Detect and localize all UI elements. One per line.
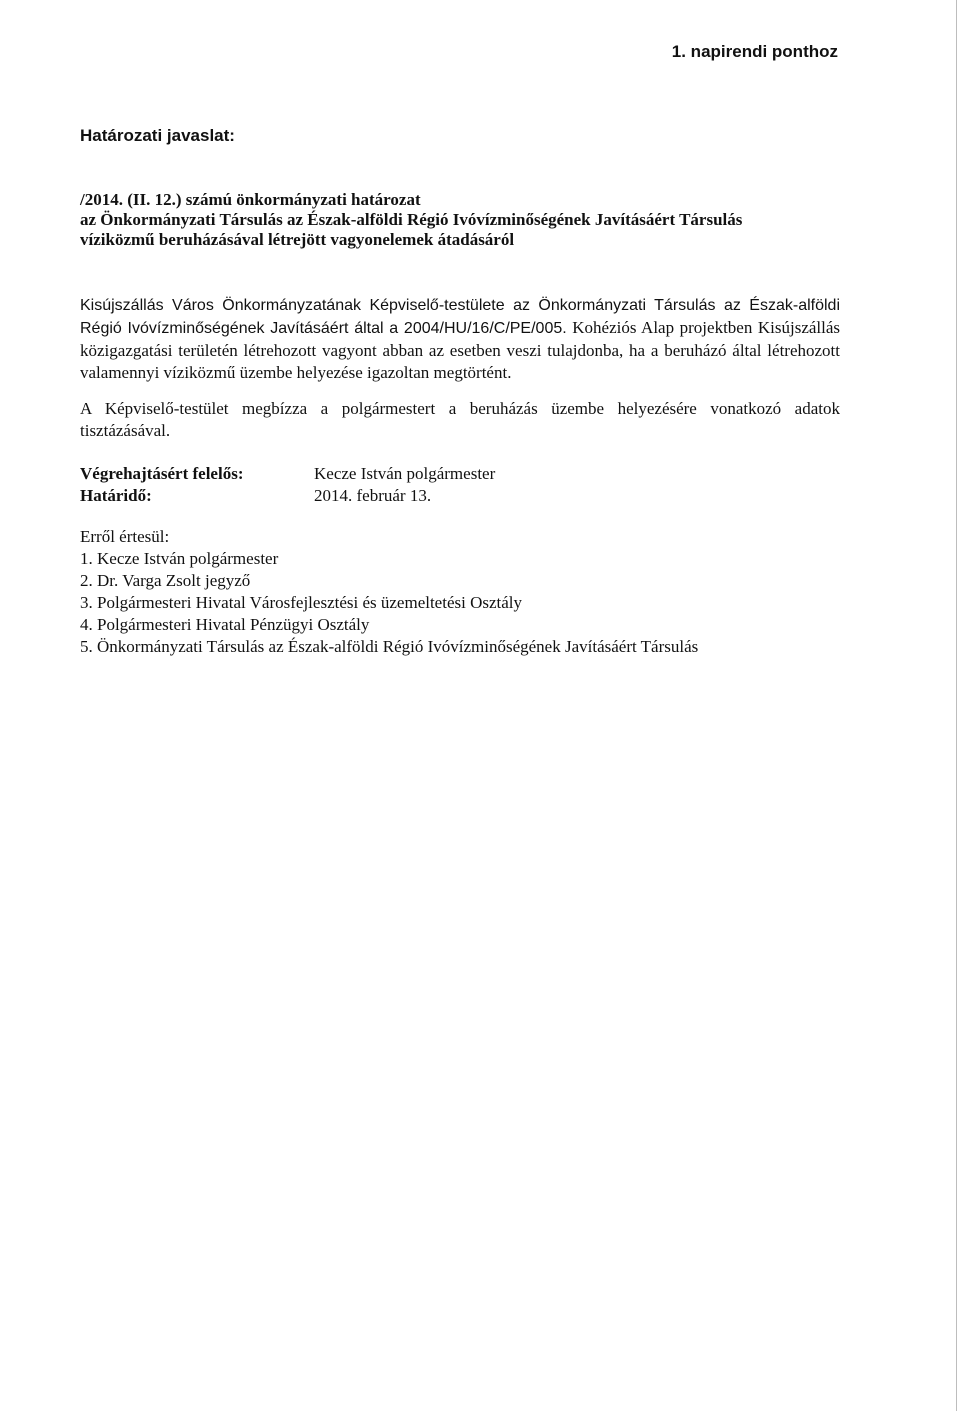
notification-item-2: 2. Dr. Varga Zsolt jegyző — [80, 571, 251, 590]
notification-heading: Erről értesül: — [80, 527, 170, 546]
deadline-value: 2014. február 13. — [314, 486, 432, 505]
notification-item-5: 5. Önkormányzati Társulás az Észak-alföldi Régió Ivóvízminőségének Javításáért Társulás — [80, 637, 699, 656]
resolution-number-line: /2014. (II. 12.) számú önkormányzati határozat — [80, 190, 421, 209]
notification-item-4: 4. Polgármesteri Hivatal Pénzügyi Osztály — [80, 615, 370, 634]
responsibility-block — [80, 463, 495, 507]
responsible-value: Kecze István polgármester — [314, 464, 496, 483]
scan-edge-line — [956, 0, 957, 1411]
deadline-row — [80, 485, 495, 507]
notification-list — [80, 548, 698, 658]
paragraph-1-rest: Kohéziós Alap projektben Kisújszállás közigazgatási területén létrehozott vagyont abban az esetben veszi tulajdonba, ha a beruházó által létrehozott valamennyi víziközmű üzembe helyezése igazoltan megtörtént. — [80, 318, 841, 382]
notification-block — [80, 526, 698, 658]
responsible-label: Végrehajtásért felelős: — [80, 464, 244, 483]
responsible-row — [80, 463, 495, 485]
resolution-subject-line-1: az Önkormányzati Társulás az Észak-alföldi Régió Ivóvízminőségének Javításáért Társulás — [80, 210, 743, 229]
notification-item-1: 1. Kecze István polgármester — [80, 549, 279, 568]
resolution-paragraph-1 — [80, 294, 840, 384]
deadline-label: Határidő: — [80, 486, 152, 505]
agenda-reference: 1. napirendi ponthoz — [671, 42, 838, 61]
proposal-label: Határozati javaslat: — [80, 126, 235, 145]
resolution-subject-line-2: víziközmű beruházásával létrejött vagyonelemek átadásáról — [80, 230, 515, 249]
resolution-paragraph-2: A Képviselő-testület megbízza a polgármestert a beruházás üzembe helyezésére vonatkozó adatok tisztázásával. — [80, 399, 840, 440]
resolution-title — [80, 190, 742, 250]
notification-item-3: 3. Polgármesteri Hivatal Városfejlesztési és üzemeltetési Osztály — [80, 593, 523, 612]
paragraph-1-intro: Kisújszállás Város Önkormányzatának Képviselő-testülete az Önkormányzati Társulás az Észak-alföldi Régió Ivóvízminőségének Javításáért által a 2004/HU/16/C/PE/005. — [80, 297, 840, 337]
